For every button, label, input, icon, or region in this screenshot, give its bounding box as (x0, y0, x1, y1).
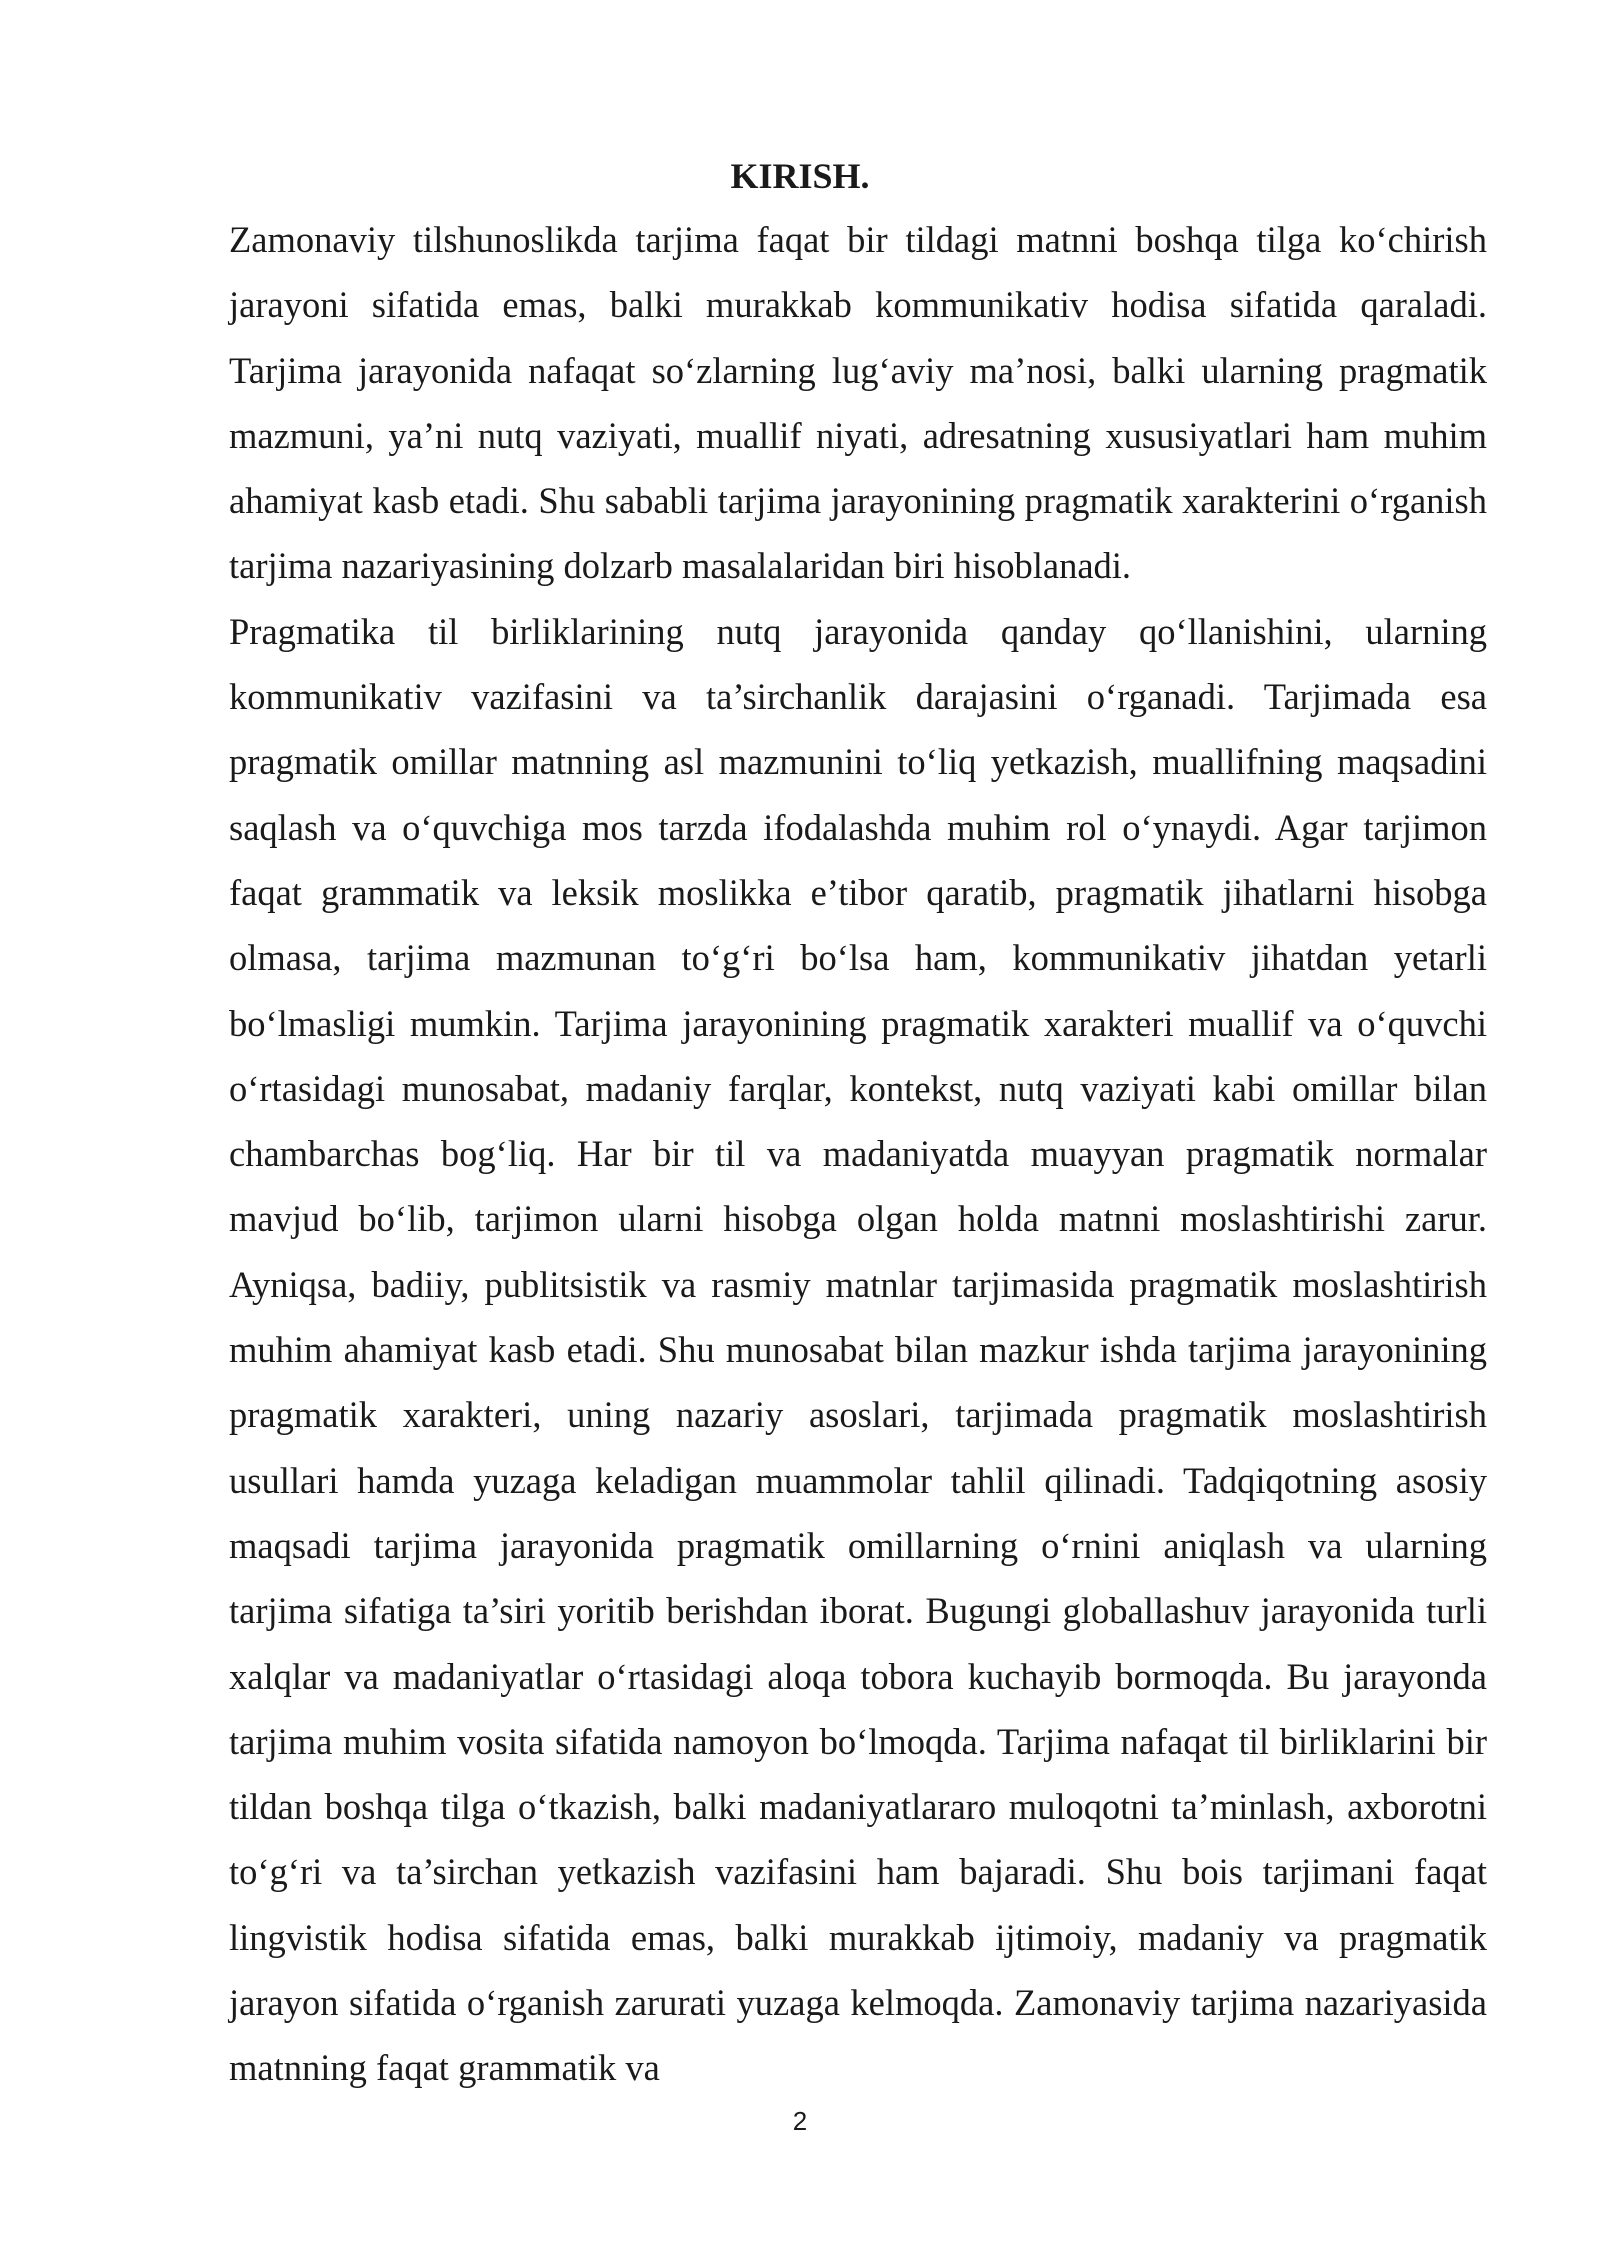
page-title: KIRISH. (730, 156, 870, 196)
paragraph-pragmatics: Pragmatika til birliklarining nutq jarayonida qanday qo‘llanishini, ularning kommunikativ vazifasini va ta’sirchanlik darajasini o‘rganadi. Tarjimada esa pragmatik omillar matnning asl mazmunini to‘liq yetkazish, muallifning maqsadini saqlash va o‘quvchiga mos tarzda ifodalashda muhim rol o‘ynaydi. Agar tarjimon faqat grammatik va leksik moslikka e’tibor qaratib, pragmatik jihatlarni hisobga olmasa, tarjima mazmunan to‘g‘ri bo‘lsa ham, kommunikativ jihatdan yetarli bo‘lmasligi mumkin. Tarjima jarayonining pragmatik xarakteri muallif va o‘quvchi o‘rtasidagi munosabat, madaniy farqlar, kontekst, nutq vaziyati kabi omillar bilan chambarchas bog‘liq. Har bir til va madaniyatda muayyan pragmatik normalar mavjud bo‘lib, tarjimon ularni hisobga olgan holda matnni moslashtirishi zarur. Ayniqsa, badiiy, publitsistik va rasmiy matnlar tarjimasida pragmatik moslashtirish muhim ahamiyat kasb etadi. Shu munosabat bilan mazkur ishda tarjima jarayonining pragmatik xarakteri, uning nazariy asoslari, tarjimada pragmatik moslashtirish usullari hamda yuzaga keladigan muammolar tahlil qilinadi. Tadqiqotning asosiy maqsadi tarjima jarayonida pragmatik omillarning o‘rnini aniqlash va ularning tarjima sifatiga ta’siri yoritib berishdan iborat. Bugungi globallashuv jarayonida turli xalqlar va madaniyatlar o‘rtasidagi aloqa tobora kuchayib bormoqda. Bu jarayonda tarjima muhim vosita sifatida namoyon bo‘lmoqda. Tarjima nafaqat til birliklarini bir tildan boshqa tilga o‘tkazish, balki madaniyatlararo muloqotni ta’minlash, axborotni to‘g‘ri va ta’sirchan yetkazish vazifasini ham bajaradi. Shu bois tarjimani faqat lingvistik hodisa sifatida emas, balki murakkab ijtimoiy, madaniy va pragmatik jarayon sifatida o‘rganish zarurati yuzaga kelmoqda. Zamonaviy tarjima nazariyasida matnning faqat grammatik va (229, 610, 1487, 2089)
page-number: 2 (792, 2106, 808, 2136)
body-text (229, 207, 1487, 2101)
paragraph-intro: Zamonaviy tilshunoslikda tarjima faqat bir tildagi matnni boshqa tilga ko‘chirish jarayoni sifatida emas, balki murakkab kommunikativ hodisa sifatida qaraladi. Tarjima jarayonida nafaqat so‘zlarning lug‘aviy ma’nosi, balki ularning pragmatik mazmuni, ya’ni nutq vaziyati, muallif niyati, adresatning xususiyatlari ham muhim ahamiyat kasb etadi. Shu sababli tarjima jarayonining pragmatik xarakterini o‘rganish tarjima nazariyasining dolzarb masalalaridan biri hisoblanadi. (229, 219, 1487, 587)
